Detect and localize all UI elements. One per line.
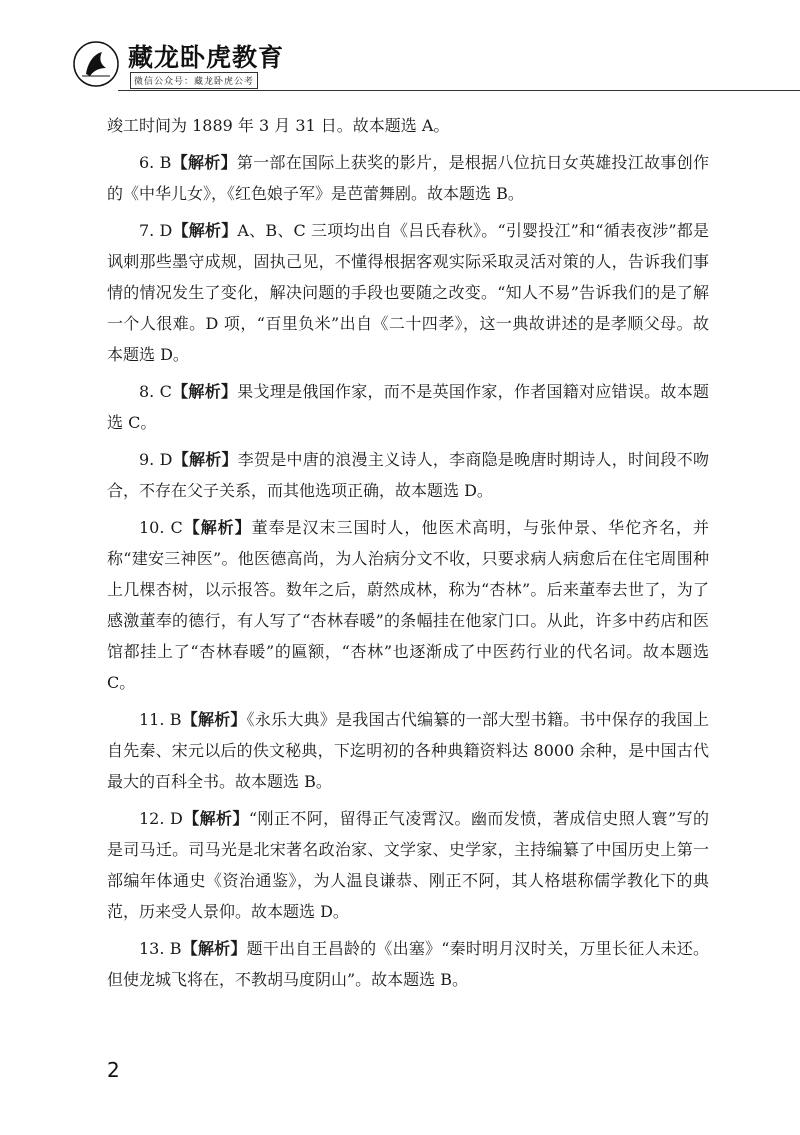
answer-item-8: 8. C【解析】果戈理是俄国作家，而不是英国作家，作者国籍对应错误。故本题选 C。 [107,382,709,432]
answer-explanations [107,110,709,995]
answer-item-13: 13. B【解析】题干出自王昌龄的《出塞》“秦时明月汉时关，万里长征人未还。但使龙城飞将在，不教胡马度阴山”。故本题选 B。 [107,939,709,989]
brand-title: 藏龙卧虎教育 [128,43,285,72]
brand-subtitle: 微信公众号：藏龙卧虎公考 [130,72,258,89]
page-header [0,0,800,95]
page-number: 2 [107,1058,120,1082]
logo-icon [72,40,120,88]
answer-item-10: 10. C【解析】董奉是汉末三国时人，他医术高明，与张仲景、华佗齐名，并称“建安三神医”。他医德高尚，为人治病分文不收，只要求病人病愈后在住宅周围种上几棵杏树，以示报答。数年之后，蔚然成林，称为“杏林”。后来董奉去世了，为了感激董奉的德行，有人写了“杏林春暖”的条幅挂在他家门口。从此，许多中药店和医馆都挂上了“杏林春暖”的匾额，“杏林”也逐渐成了中医药行业的代名词。故本题选 C。 [107,518,709,692]
answer-item-12: 12. D【解析】“刚正不阿，留得正气凌霄汉。幽而发愤，著成信史照人寰”写的是司马迁。司马光是北宋著名政治家、文学家、史学家，主持编纂了中国历史上第一部编年体通史《资治通鉴》，为人温良谦恭、刚正不阿，其人格堪称儒学教化下的典范，历来受人景仰。故本题选 D。 [107,809,709,921]
paragraph-continuation: 竣工时间为 1889 年 3 月 31 日。故本题选 A。 [107,116,450,135]
header-divider [118,90,800,91]
answer-item-9: 9. D【解析】李贺是中唐的浪漫主义诗人，李商隐是晚唐时期诗人，时间段不吻合，不存在父子关系，而其他选项正确，故本题选 D。 [107,450,709,500]
answer-item-7: 7. D【解析】A、B、C 三项均出自《吕氏春秋》。“引婴投江”和“循表夜涉”都是讽刺那些墨守成规，固执己见，不懂得根据客观实际采取灵活对策的人，告诉我们事情的情况发生了变化，解决问题的手段也要随之改变。“知人不易”告诉我们的是了解一个人很难。D 项，“百里负米”出自《二十四孝》，这一典故讲述的是孝顺父母。故本题选 D。 [107,221,709,364]
answer-item-11: 11. B【解析】《永乐大典》是我国古代编纂的一部大型书籍。书中保存的我国上自先秦、宋元以后的佚文秘典，下迄明初的各种典籍资料达 8000 余种，是中国古代最大的百科全书。故本题选 B。 [107,710,709,791]
answer-item-6: 6. B【解析】第一部在国际上获奖的影片，是根据八位抗日女英雄投江故事创作的《中华儿女》，《红色娘子军》是芭蕾舞剧。故本题选 B。 [107,153,709,203]
